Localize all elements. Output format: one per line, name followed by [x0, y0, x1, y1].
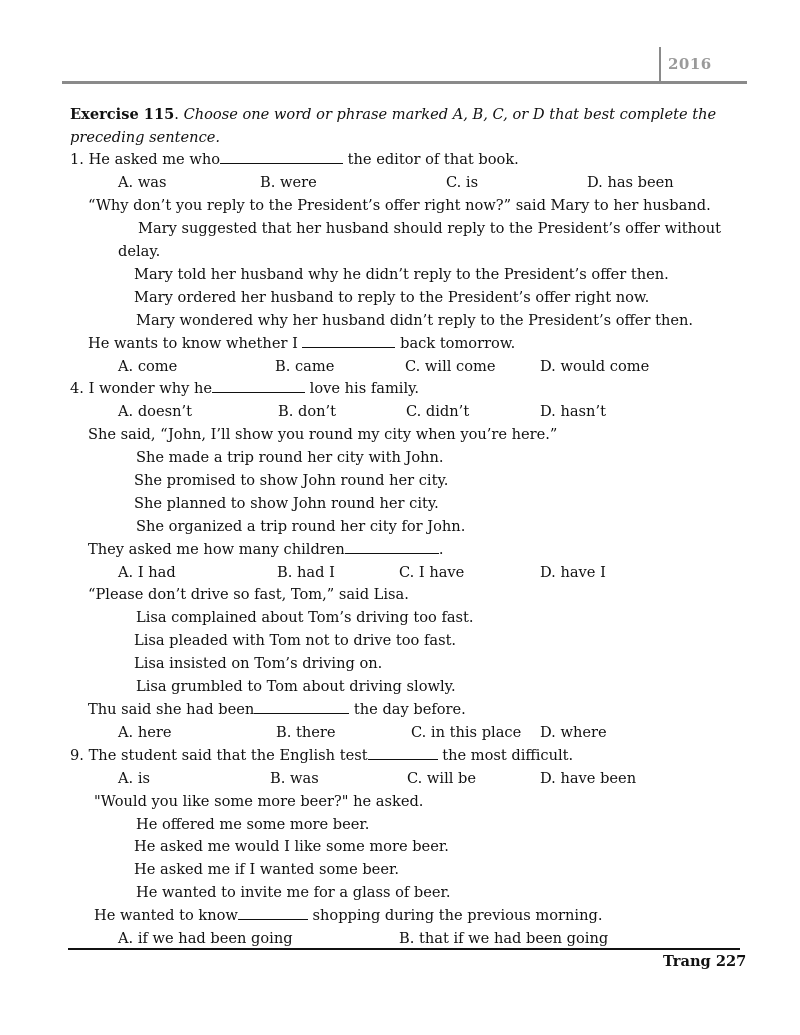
option-d: Mary wondered why her husband didn’t reply to the President’s offer then.: [136, 312, 694, 329]
option-c: C. will be: [407, 770, 477, 787]
option-b: B. came: [275, 358, 335, 375]
option-a: A. if we had been going: [118, 930, 293, 947]
header-rule: [62, 81, 747, 84]
question-6-tail: .: [438, 541, 444, 558]
option-b: Mary told her husband why he didn’t reply to the President’s offer then.: [134, 266, 669, 283]
option-b: He asked me would I like some more beer.: [134, 838, 449, 855]
question-4: [70, 380, 419, 398]
option-c: She planned to show John round her city.: [134, 495, 439, 512]
option-d: D. have I: [540, 564, 606, 581]
question-4-tail: love his family.: [305, 380, 420, 397]
option-b: She promised to show John round her city.: [134, 472, 449, 489]
question-3: [88, 335, 515, 353]
option-c: C. is: [446, 174, 479, 191]
option-a: A. is: [118, 770, 150, 787]
question-5: She said, “John, I’ll show you round my city when you’re here.”: [88, 426, 558, 443]
option-b: B. that if we had been going: [399, 930, 609, 947]
option-b: Lisa pleaded with Tom not to drive too fast.: [134, 632, 457, 649]
question-3-stem: He wants to know whether I: [88, 335, 303, 352]
question-1-stem: 1. He asked me who: [70, 151, 221, 168]
option-a: He offered me some more beer.: [136, 816, 370, 833]
question-9: [70, 747, 573, 765]
question-8: [88, 701, 466, 719]
option-a: A. I had: [118, 564, 176, 581]
question-6-stem: They asked me how many children: [88, 541, 345, 558]
question-9-tail: the most difficult.: [437, 747, 574, 764]
answer-blank: [302, 335, 395, 348]
option-d: D. where: [540, 724, 607, 741]
answer-blank: [220, 151, 343, 164]
option-a: A. come: [118, 358, 178, 375]
option-a: A. doesn’t: [118, 403, 192, 420]
question-4-stem: 4. I wonder why he: [70, 380, 213, 397]
question-9-stem: 9. The student said that the English test: [70, 747, 368, 764]
option-d: D. have been: [540, 770, 637, 787]
question-8-stem: Thu said she had been: [88, 701, 255, 718]
answer-blank: [238, 907, 308, 920]
option-b: B. there: [276, 724, 336, 741]
question-11-tail: shopping during the previous morning.: [307, 907, 603, 924]
answer-blank: [212, 380, 305, 393]
footer-rule: [68, 948, 740, 950]
question-10: "Would you like some more beer?" he asked.: [94, 793, 424, 810]
header-divider-vertical: [659, 47, 661, 81]
option-c: Lisa insisted on Tom’s driving on.: [134, 655, 383, 672]
answer-blank: [254, 701, 349, 714]
option-a: She made a trip round her city with John.: [136, 449, 444, 466]
question-6: [88, 541, 443, 559]
option-d: D. has been: [587, 174, 674, 191]
question-3-tail: back tomorrow.: [395, 335, 516, 352]
page-number: Trang 227: [663, 953, 747, 970]
question-11: [94, 907, 602, 925]
option-d: She organized a trip round her city for John.: [136, 518, 466, 535]
option-d: He wanted to invite me for a glass of beer.: [136, 884, 451, 901]
exercise-heading: [70, 106, 716, 124]
option-d: Lisa grumbled to Tom about driving slowly.: [136, 678, 456, 695]
option-d: D. hasn’t: [540, 403, 606, 420]
option-c: Mary ordered her husband to reply to the President’s offer right now.: [134, 289, 650, 306]
option-c: C. didn’t: [406, 403, 470, 420]
option-c: C. I have: [399, 564, 465, 581]
option-a: Lisa complained about Tom’s driving too fast.: [136, 609, 474, 626]
exercise-instruction: Choose one word or phrase marked A, B, C, or D that best complete the: [183, 106, 717, 123]
answer-blank: [345, 541, 439, 554]
option-d: D. would come: [540, 358, 650, 375]
option-b: B. were: [260, 174, 317, 191]
question-11-stem: He wanted to know: [94, 907, 238, 924]
option-b: B. had I: [277, 564, 335, 581]
question-2: “Why don’t you reply to the President’s offer right now?” said Mary to her husband.: [88, 197, 711, 214]
question-1: [70, 151, 519, 169]
option-a: A. was: [118, 174, 167, 191]
option-a: Mary suggested that her husband should reply to the President’s offer without: [138, 220, 722, 237]
exercise-title-sep: .: [174, 106, 184, 123]
option-c: C. in this place: [411, 724, 522, 741]
option-c: He asked me if I wanted some beer.: [134, 861, 399, 878]
question-7: “Please don’t drive so fast, Tom,” said Lisa.: [88, 586, 409, 603]
question-8-tail: the day before.: [349, 701, 466, 718]
option-c: C. will come: [405, 358, 496, 375]
option-a-cont: delay.: [118, 243, 161, 260]
header-year: 2016: [668, 55, 712, 73]
answer-blank: [368, 747, 438, 760]
option-b: B. was: [270, 770, 319, 787]
exercise-title: Exercise 115: [70, 106, 175, 123]
option-b: B. don’t: [278, 403, 337, 420]
question-1-tail: the editor of that book.: [343, 151, 519, 168]
option-a: A. here: [118, 724, 172, 741]
exercise-instruction-cont: preceding sentence.: [70, 129, 221, 146]
